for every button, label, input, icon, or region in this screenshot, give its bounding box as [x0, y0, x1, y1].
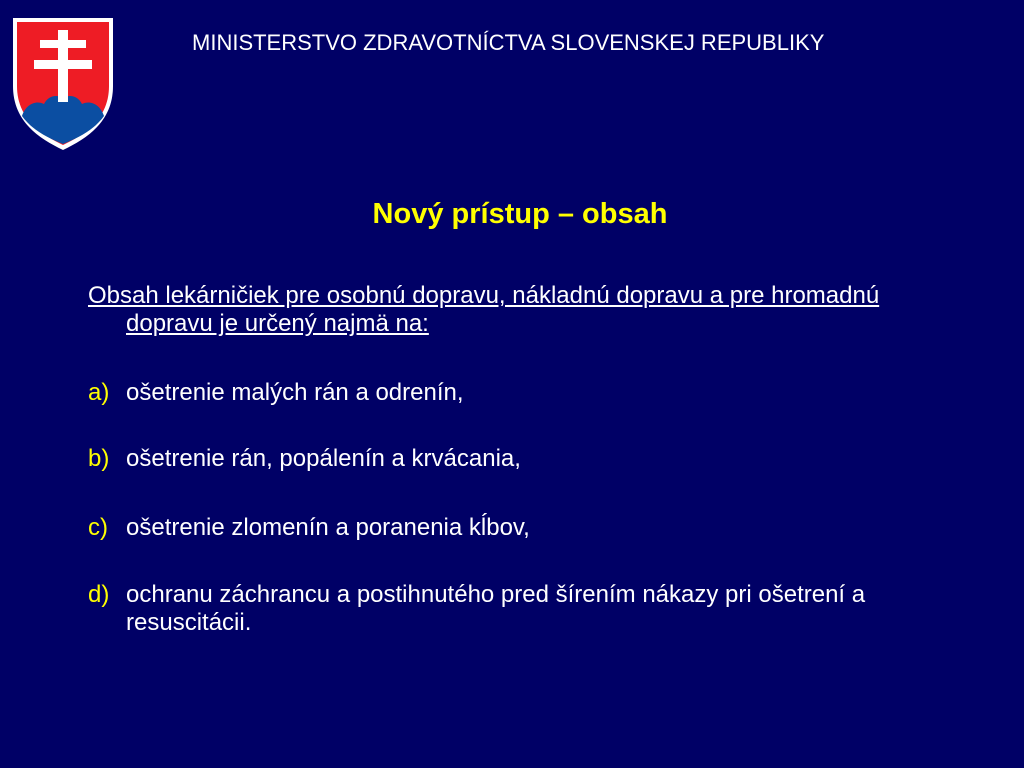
list-item-text: ochranu záchrancu a postihnutého pred šírením nákazy pri ošetrení a resuscitácii. — [126, 581, 866, 636]
list-marker: b) — [88, 445, 110, 472]
list-item-b — [88, 445, 521, 473]
list-marker: c) — [88, 514, 108, 541]
list-item-text: ošetrenie zlomenín a poranenia kĺbov, — [126, 514, 530, 541]
slide-title: Nový prístup – obsah — [372, 198, 668, 230]
list-item-c — [88, 514, 530, 542]
list-item-a — [88, 379, 464, 407]
list-item-text: ošetrenie rán, popálenín a krvácania, — [126, 445, 521, 472]
list-marker: d) — [88, 581, 110, 608]
list-item-text: ošetrenie malých rán a odrenín, — [126, 379, 464, 406]
slide-intro-text: Obsah lekárničiek pre osobnú dopravu, nákladnú dopravu a pre hromadnú dopravu je určený najmä na: — [88, 282, 880, 337]
list-marker: a) — [88, 379, 110, 406]
list-item-d — [88, 581, 908, 637]
slovak-coat-of-arms-icon — [8, 16, 118, 152]
ministry-name: MINISTERSTVO ZDRAVOTNÍCTVA SLOVENSKEJ REPUBLIKY — [192, 30, 825, 55]
